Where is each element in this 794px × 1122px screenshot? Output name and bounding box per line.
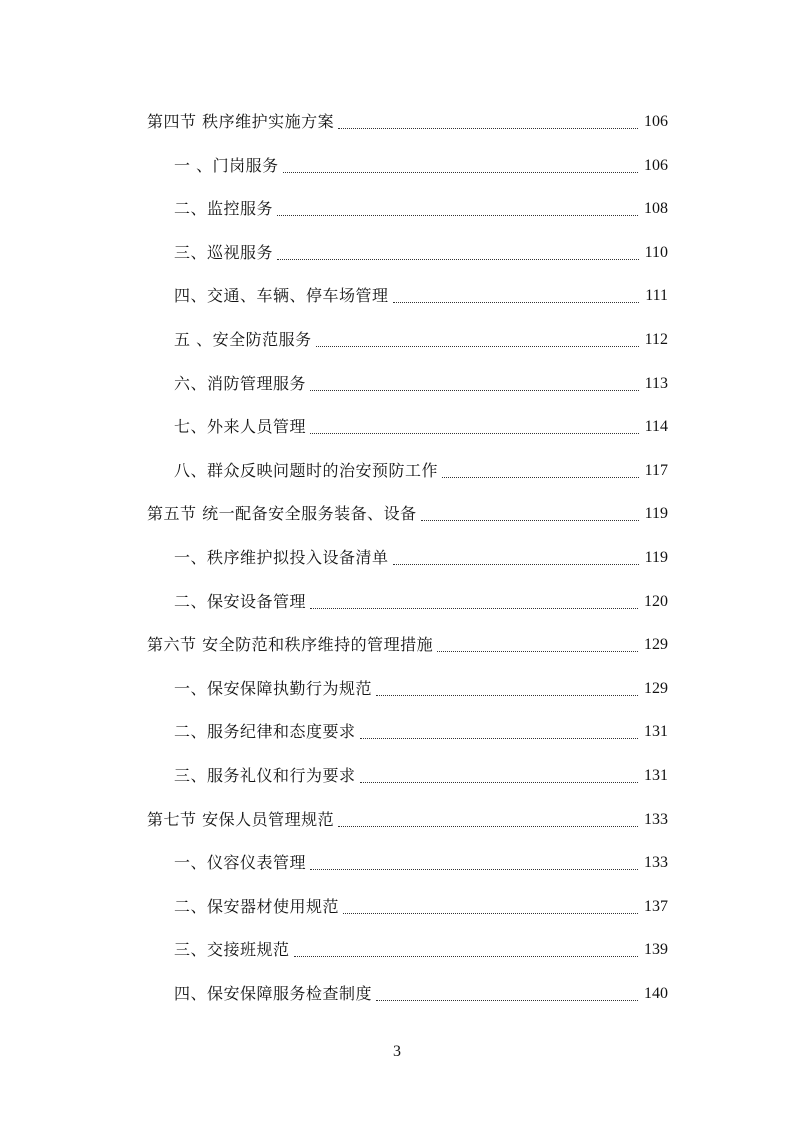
toc-subsection-entry[interactable] [174,544,668,568]
toc-leader-dots [277,258,639,260]
toc-entry-page: 106 [644,156,668,174]
toc-leader-dots [283,171,638,173]
toc-entry-title: 二、保安设备管理 [174,591,307,611]
toc-subsection-entry[interactable] [174,980,668,1004]
toc-subsection-entry[interactable] [174,588,668,612]
toc-entry-title: 三、巡视服务 [174,242,274,262]
toc-entry-page: 131 [644,767,668,784]
toc-entry-title: 二、监控服务 [174,199,274,219]
toc-subsection-entry[interactable] [174,326,668,350]
toc-leader-dots [310,868,638,870]
toc-entry-title: 第六节 安全防范和秩序维持的管理措施 [147,635,434,655]
toc-entry-title: 五 、安全防范服务 [174,330,312,349]
toc-entry-title: 七、外来人员管理 [174,417,307,437]
toc-leader-dots [310,607,638,609]
toc-entry-page: 131 [644,723,668,741]
toc-subsection-entry[interactable] [174,413,668,437]
toc-leader-dots [393,301,640,303]
page-number: 3 [393,1043,401,1060]
toc-subsection-entry[interactable] [174,762,668,786]
toc-entry-title: 四、保安保障服务检查制度 [174,984,373,1003]
toc-subsection-entry[interactable] [174,849,668,873]
toc-section-entry[interactable] [147,108,668,132]
toc-leader-dots [294,955,638,957]
toc-entry-title: 一、仪容仪表管理 [174,853,307,873]
toc-entry-title: 六、消防管理服务 [174,373,307,393]
toc-entry-page: 120 [644,592,668,610]
toc-subsection-entry[interactable] [174,936,668,960]
toc-subsection-entry[interactable] [174,239,668,263]
toc-section-entry[interactable] [147,500,668,524]
toc-entry-page: 119 [644,549,668,566]
toc-entry-page: 112 [644,331,668,348]
toc-subsection-entry[interactable] [174,718,668,742]
toc-entry-title: 一、保安保障执勤行为规范 [174,678,373,698]
toc-subsection-entry[interactable] [174,282,668,306]
toc-leader-dots [343,912,638,914]
toc-subsection-entry[interactable] [174,457,668,481]
toc-leader-dots [338,825,638,827]
toc-entry-title: 三、服务礼仪和行为要求 [174,766,356,785]
toc-entry-title: 一、秩序维护拟投入设备清单 [174,548,389,567]
toc-entry-page: 129 [644,636,668,654]
toc-leader-dots [437,650,638,652]
toc-section-entry[interactable] [147,806,668,830]
toc-entry-page: 113 [644,374,668,392]
toc-subsection-entry[interactable] [174,195,668,219]
toc-leader-dots [316,345,639,347]
toc-entry-title: 四、交通、车辆、停车场管理 [174,286,389,306]
toc-leader-dots [360,781,638,783]
toc-leader-dots [310,432,639,434]
toc-entry-page: 133 [644,854,668,872]
toc-leader-dots [277,214,638,216]
toc-entry-page: 111 [645,287,668,305]
toc-leader-dots [442,476,639,478]
toc-subsection-entry[interactable] [174,893,668,917]
toc-leader-dots [421,519,639,521]
toc-entry-page: 137 [644,897,668,915]
toc-section-entry[interactable] [147,631,668,655]
toc-entry-page: 119 [644,505,668,523]
toc-leader-dots [376,999,638,1001]
toc-entry-page: 140 [644,985,668,1002]
toc-leader-dots [338,127,638,129]
toc-leader-dots [376,694,638,696]
toc-leader-dots [310,389,639,391]
toc-entry-page: 108 [644,200,668,218]
toc-entry-page: 106 [644,113,668,130]
toc-leader-dots [360,737,638,739]
toc-subsection-entry[interactable] [174,675,668,699]
toc-subsection-entry[interactable] [174,370,668,394]
toc-entry-title: 二、保安器材使用规范 [174,896,340,916]
toc-entry-title: 八、群众反映问题时的治安预防工作 [174,460,439,480]
toc-entry-page: 133 [644,810,668,828]
toc-entry-title: 第四节 秩序维护实施方案 [147,112,335,131]
toc-entry-page: 117 [644,461,668,479]
toc-entry-title: 二、服务纪律和态度要求 [174,722,356,742]
toc-entry-page: 129 [644,679,668,697]
toc-entry-title: 一 、门岗服务 [174,155,279,175]
toc-entry-page: 139 [644,941,668,959]
toc-entry-page: 114 [644,418,668,436]
toc-entry-title: 第七节 安保人员管理规范 [147,809,335,829]
toc-entry-page: 110 [644,243,668,261]
toc-subsection-entry[interactable] [174,152,668,176]
toc-entry-title: 第五节 统一配备安全服务装备、设备 [147,504,417,524]
toc-leader-dots [393,563,639,565]
toc-entry-title: 三、交接班规范 [174,940,290,960]
